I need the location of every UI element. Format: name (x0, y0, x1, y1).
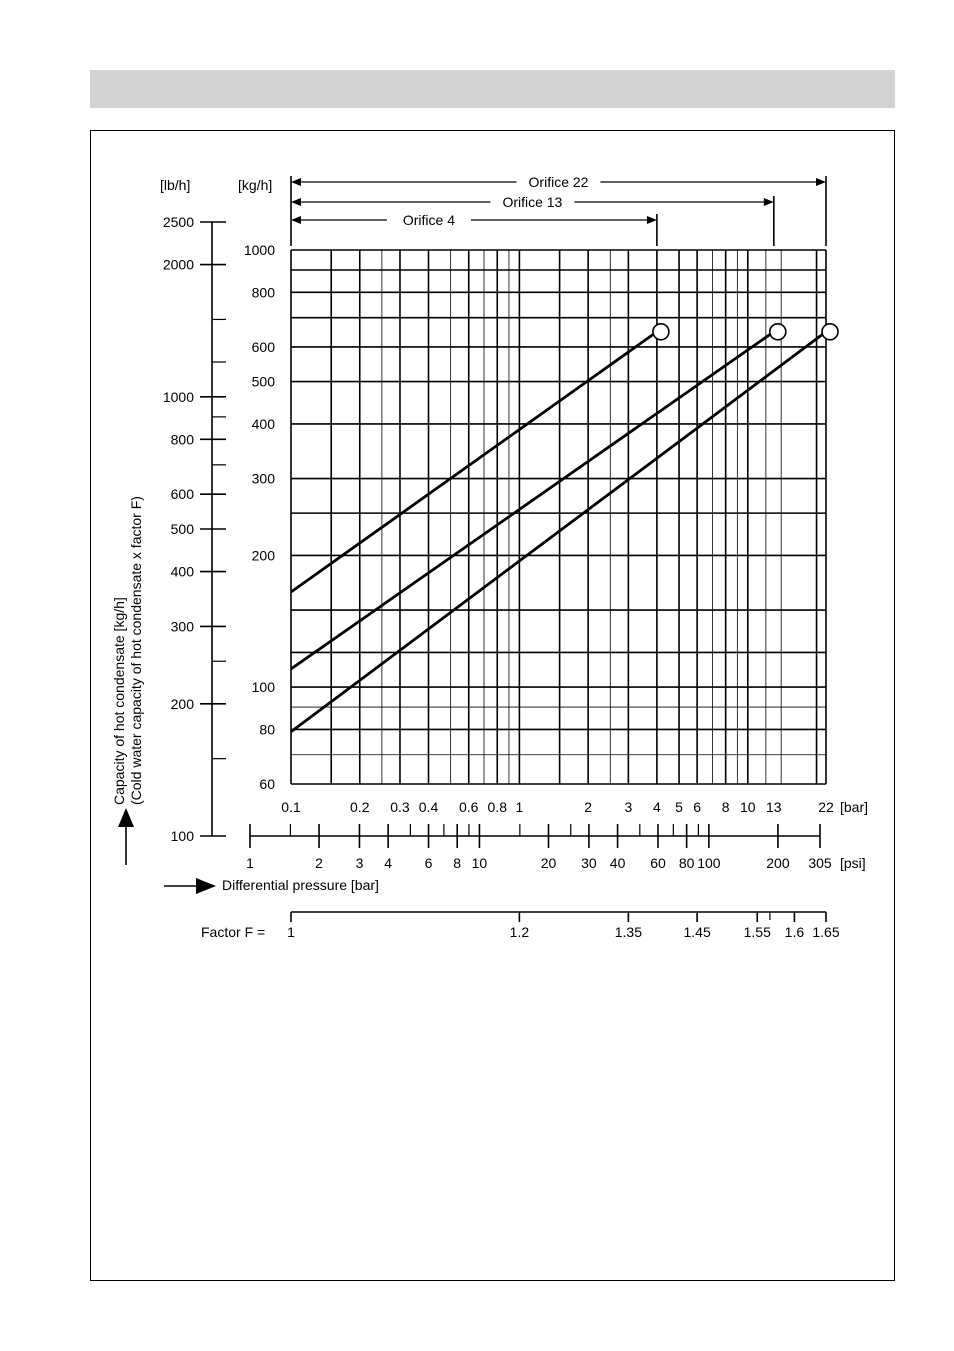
orifice-arrowhead-right-orifice22 (816, 178, 826, 186)
bar-tick-label-0p4: 0.4 (418, 799, 439, 815)
orifice-range-brackets (291, 174, 826, 246)
kgh-tick-label-300: 300 (251, 470, 275, 487)
bar-tick-label-13: 13 (766, 799, 782, 815)
y-axis-arrow (118, 808, 134, 865)
psi-tick-label-3: 3 (355, 855, 364, 871)
psi-unit-label: [psi] (840, 855, 866, 871)
series-end-marker-orifice13 (770, 324, 786, 340)
grid (291, 250, 826, 784)
psi-tick-label-1: 1 (246, 855, 254, 871)
lbh-tick-label-100: 100 (170, 828, 194, 844)
bar-tick-label-0p8: 0.8 (487, 799, 507, 815)
bar-tick-label-6: 6 (693, 799, 702, 815)
lbh-tick-label-500: 500 (170, 521, 194, 537)
y-axis-title-line2: (Cold water capacity of hot condensate x factor F) (128, 496, 144, 805)
kgh-tick-label-400: 400 (251, 415, 275, 432)
orifice-arrowhead-left-orifice22 (291, 178, 301, 186)
lbh-tick-label-800: 800 (170, 431, 194, 448)
psi-tick-label-6: 6 (424, 855, 433, 871)
orifice-label-orifice22: Orifice 22 (528, 174, 589, 190)
psi-tick-label-80: 80 (678, 855, 695, 871)
bar-tick-label-0p2: 0.2 (350, 799, 370, 815)
axes (163, 214, 840, 940)
bar-tick-label-5: 5 (675, 799, 683, 815)
x-axis-title: Differential pressure [bar] (222, 877, 379, 893)
lbh-tick-label-2000: 2000 (162, 256, 194, 273)
psi-tick-label-30: 30 (581, 855, 597, 871)
orifice-arrowhead-right-orifice4 (647, 216, 657, 224)
factor-tick-label-1p65: 1.65 (812, 924, 840, 940)
series-end-marker-orifice22 (822, 324, 838, 340)
lbh-tick-label-200: 200 (170, 695, 194, 712)
psi-tick-label-8: 8 (453, 855, 462, 871)
psi-tick-label-60: 60 (650, 855, 666, 871)
factor-tick-label-1p45: 1.45 (683, 924, 711, 940)
bar-tick-label-10: 10 (740, 799, 756, 815)
factor-tick-label-1p55: 1.55 (743, 924, 771, 940)
series-line-orifice4 (291, 332, 657, 592)
kgh-tick-label-500: 500 (251, 373, 275, 390)
psi-tick-label-10: 10 (471, 855, 488, 871)
factor-axis-label: Factor F = (201, 924, 266, 940)
factor-tick-label-1p2: 1.2 (509, 924, 530, 940)
bar-tick-label-3: 3 (624, 799, 633, 815)
factor-tick-label-1: 1 (287, 924, 295, 940)
lbh-tick-label-600: 600 (170, 486, 194, 503)
orifice-arrowhead-left-orifice13 (291, 198, 301, 206)
kgh-tick-label-60: 60 (259, 776, 275, 792)
psi-tick-label-305: 305 (808, 855, 832, 871)
kgh-unit-label: [kg/h] (238, 177, 273, 193)
orifice-label-orifice13: Orifice 13 (502, 194, 563, 210)
kgh-tick-label-800: 800 (251, 284, 275, 301)
lbh-unit-label: [lb/h] (160, 177, 191, 193)
orifice-label-orifice4: Orifice 4 (402, 212, 456, 228)
kgh-tick-label-600: 600 (251, 338, 275, 355)
bar-tick-label-0p6: 0.6 (458, 799, 479, 815)
lbh-tick-label-400: 400 (170, 563, 194, 580)
bar-unit-label: [bar] (840, 799, 869, 815)
series-end-marker-orifice4 (653, 324, 669, 340)
bar-tick-label-1: 1 (515, 799, 524, 815)
psi-tick-label-200: 200 (766, 855, 790, 871)
kgh-tick-label-1000: 1000 (243, 242, 275, 258)
lbh-tick-label-1000: 1000 (162, 388, 194, 405)
bar-tick-label-0p1: 0.1 (281, 799, 301, 815)
bar-tick-label-4: 4 (653, 799, 661, 815)
bar-tick-label-2: 2 (584, 799, 593, 815)
kgh-tick-label-100: 100 (251, 679, 275, 696)
psi-tick-label-100: 100 (697, 855, 721, 871)
series-line-orifice22 (291, 332, 826, 732)
factor-tick-label-1p35: 1.35 (614, 924, 642, 940)
lbh-tick-label-2500: 2500 (162, 214, 194, 230)
bar-tick-label-0p3: 0.3 (390, 799, 410, 815)
bar-tick-label-22: 22 (818, 799, 834, 815)
series-lines (291, 324, 838, 732)
psi-tick-label-40: 40 (609, 855, 626, 871)
x-axis-arrow (164, 878, 216, 894)
orifice-arrowhead-left-orifice4 (291, 216, 301, 224)
lbh-tick-label-300: 300 (170, 618, 194, 635)
orifice-arrowhead-right-orifice13 (764, 198, 774, 206)
bar-tick-label-8: 8 (721, 799, 730, 815)
kgh-tick-label-200: 200 (251, 547, 275, 564)
y-axis-title-line1: Capacity of hot condensate [kg/h] (111, 597, 127, 805)
psi-tick-label-4: 4 (384, 855, 393, 871)
psi-tick-label-20: 20 (540, 855, 557, 871)
kgh-tick-label-80: 80 (259, 721, 275, 738)
psi-tick-label-2: 2 (315, 855, 323, 871)
factor-tick-label-1p6: 1.6 (784, 924, 805, 940)
